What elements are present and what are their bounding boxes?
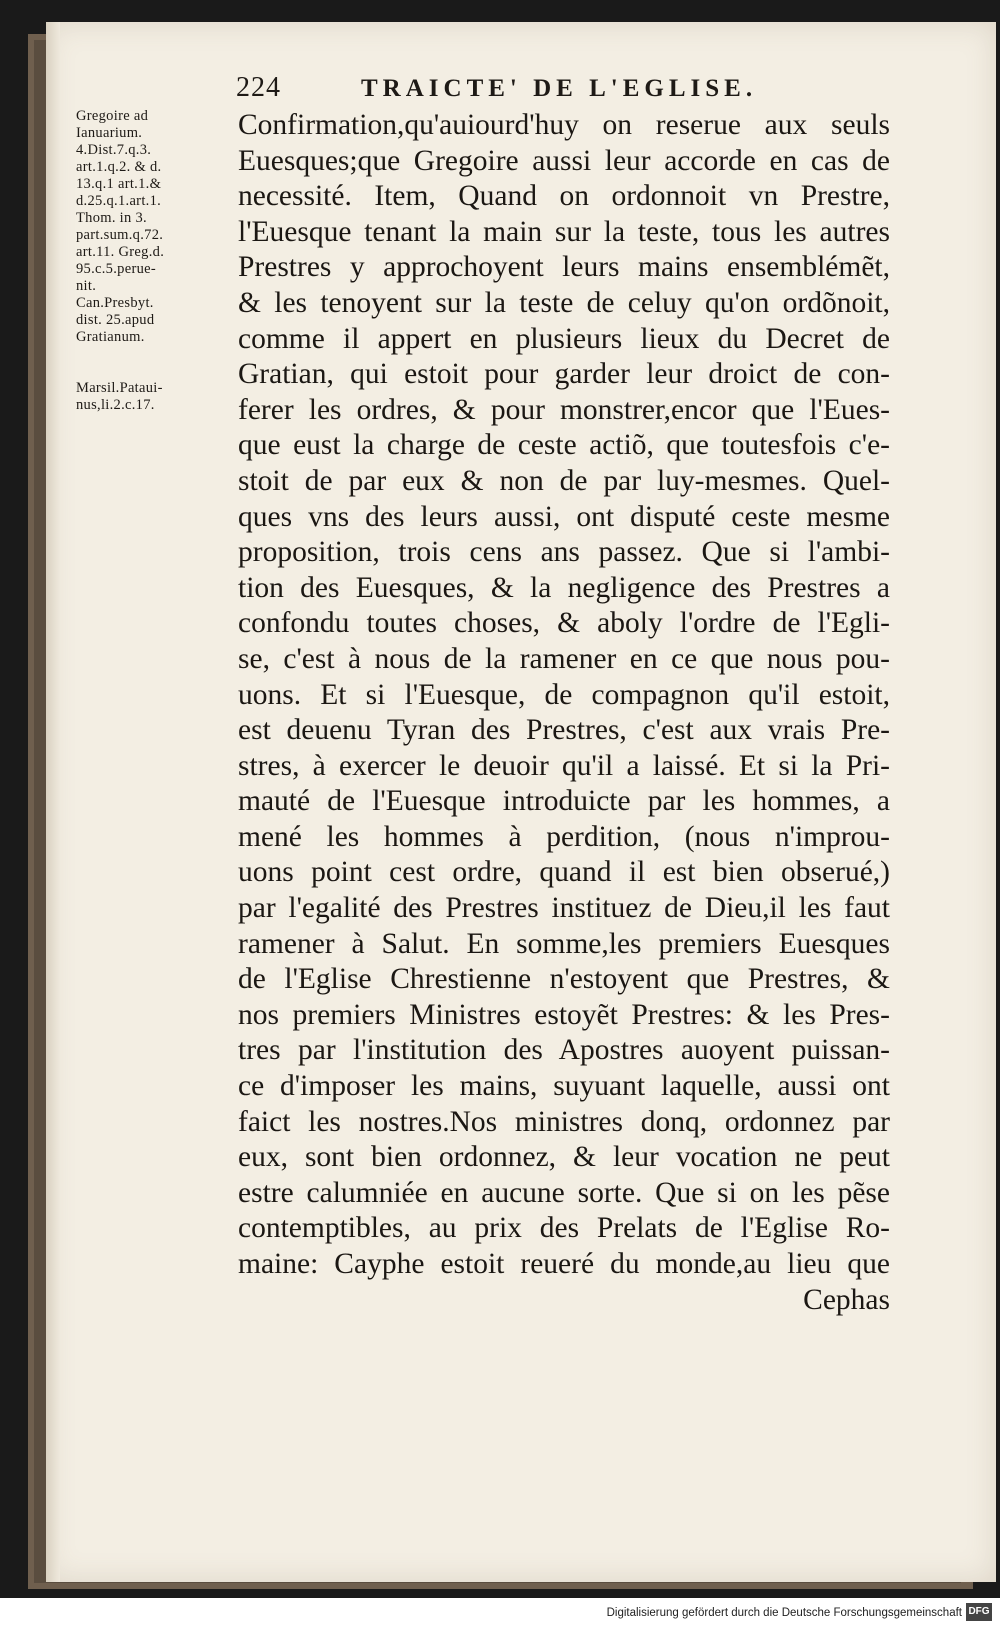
text-line: estre calumniée en aucune sorte. Que si on les pẽse [238, 1176, 890, 1209]
page-number: 224 [236, 72, 281, 103]
dfg-logo-icon: DFG [966, 1603, 992, 1621]
running-title: TRAICTE' DE L'EGLISE. [361, 75, 758, 102]
text-line: mené les hommes à perdition, (nous n'improu- [238, 820, 890, 853]
text-line: Gratian, qui estoit pour garder leur droict de con- [238, 358, 890, 391]
text-line: ce d'imposer les mains, suyuant laquelle, aussi ont [238, 1070, 890, 1103]
text-line: par l'egalité des Prestres instituez de Dieu,il les faut [238, 892, 890, 925]
text-line: uons. Et si l'Euesque, de compagnon qu'il estoit, [238, 678, 890, 711]
body-text [238, 108, 890, 1318]
text-line: que eust la charge de ceste actiõ, que toutesfois c'e- [238, 429, 890, 462]
text-line: tion des Euesques, & la negligence des Prestres a [238, 571, 890, 604]
text-line: de l'Eglise Chrestienne n'estoyent que Prestres, & [238, 963, 890, 996]
text-line: uons point cest ordre, quand il est bien obserué,) [238, 856, 890, 889]
margin-notes [76, 108, 224, 448]
text-line: faict les nostres.Nos ministres donq, ordonnez par [238, 1105, 890, 1138]
text-line: eux, sont bien ordonnez, & leur vocation ne peut [238, 1141, 890, 1174]
text-line: nos premiers Ministres estoyẽt Prestres: & les Pres- [238, 998, 890, 1031]
margin-note: Marsil.Pataui- nus,li.2.c.17. [76, 380, 163, 413]
binding-strip [46, 22, 60, 1582]
text-line: se, c'est à nous de la ramener en ce que nous pou- [238, 642, 890, 675]
margin-note: Gregoire ad Ianuarium. 4.Dist.7.q.3. art.1.q.2. & d. 13.q.1 art.1.& d.25.q.1.art.1. Thom. in 3. part.sum.q.72. art.11. Greg.d. 95.c.5.perue- nit. Can.Presbyt. dist. 25.apud Gratianum. [76, 108, 165, 345]
text-line: necessité. Item, Quand on ordonnoit vn Prestre, [238, 180, 890, 213]
text-line: maine: Cayphe estoit reueré du monde,au lieu que [238, 1248, 890, 1280]
text-line: Euesques;que Gregoire aussi leur accorde en cas de [238, 144, 890, 177]
footer-credit: Digitalisierung gefördert durch die Deutsche Forschungsgemeinschaft [606, 1607, 962, 1619]
text-line: est deuenu Tyran des Prestres, c'est aux vrais Pre- [238, 714, 890, 747]
text-line: mauté de l'Euesque introduicte par les hommes, a [238, 785, 890, 818]
text-line: ramener à Salut. En somme,les premiers Euesques [238, 927, 890, 960]
text-line: stoit de par eux & non de par luy-mesmes. Quel- [238, 464, 890, 497]
text-line: ferer les ordres, & pour monstrer,encor que l'Eues- [238, 393, 890, 426]
text-line: ques vns des leurs aussi, ont disputé ceste mesme [238, 500, 890, 533]
text-line: & les tenoyent sur la teste de celuy qu'on ordõnoit, [238, 286, 890, 319]
page-header [236, 72, 876, 104]
text-line: Prestres y approchoyent leurs mains ensemblémẽt, [238, 251, 890, 284]
text-line: Confirmation,qu'auiourd'huy on reserue aux seuls [238, 109, 890, 141]
text-line: confondu toutes choses, & aboly l'ordre de l'Egli- [238, 607, 890, 640]
text-line: proposition, trois cens ans passez. Que si l'ambi- [238, 536, 890, 569]
catchword: Cephas [803, 1283, 890, 1316]
text-line: stres, à exercer le deuoir qu'il a laissé. Et si la Pri- [238, 749, 890, 782]
text-line: contemptibles, au prix des Prelats de l'Eglise Ro- [238, 1212, 890, 1245]
text-line: tres par l'institution des Apostres auoyent puissan- [238, 1034, 890, 1067]
text-line: l'Euesque tenant la main sur la teste, tous les autres [238, 215, 890, 248]
text-line: comme il appert en plusieurs lieux du Decret de [238, 322, 890, 355]
